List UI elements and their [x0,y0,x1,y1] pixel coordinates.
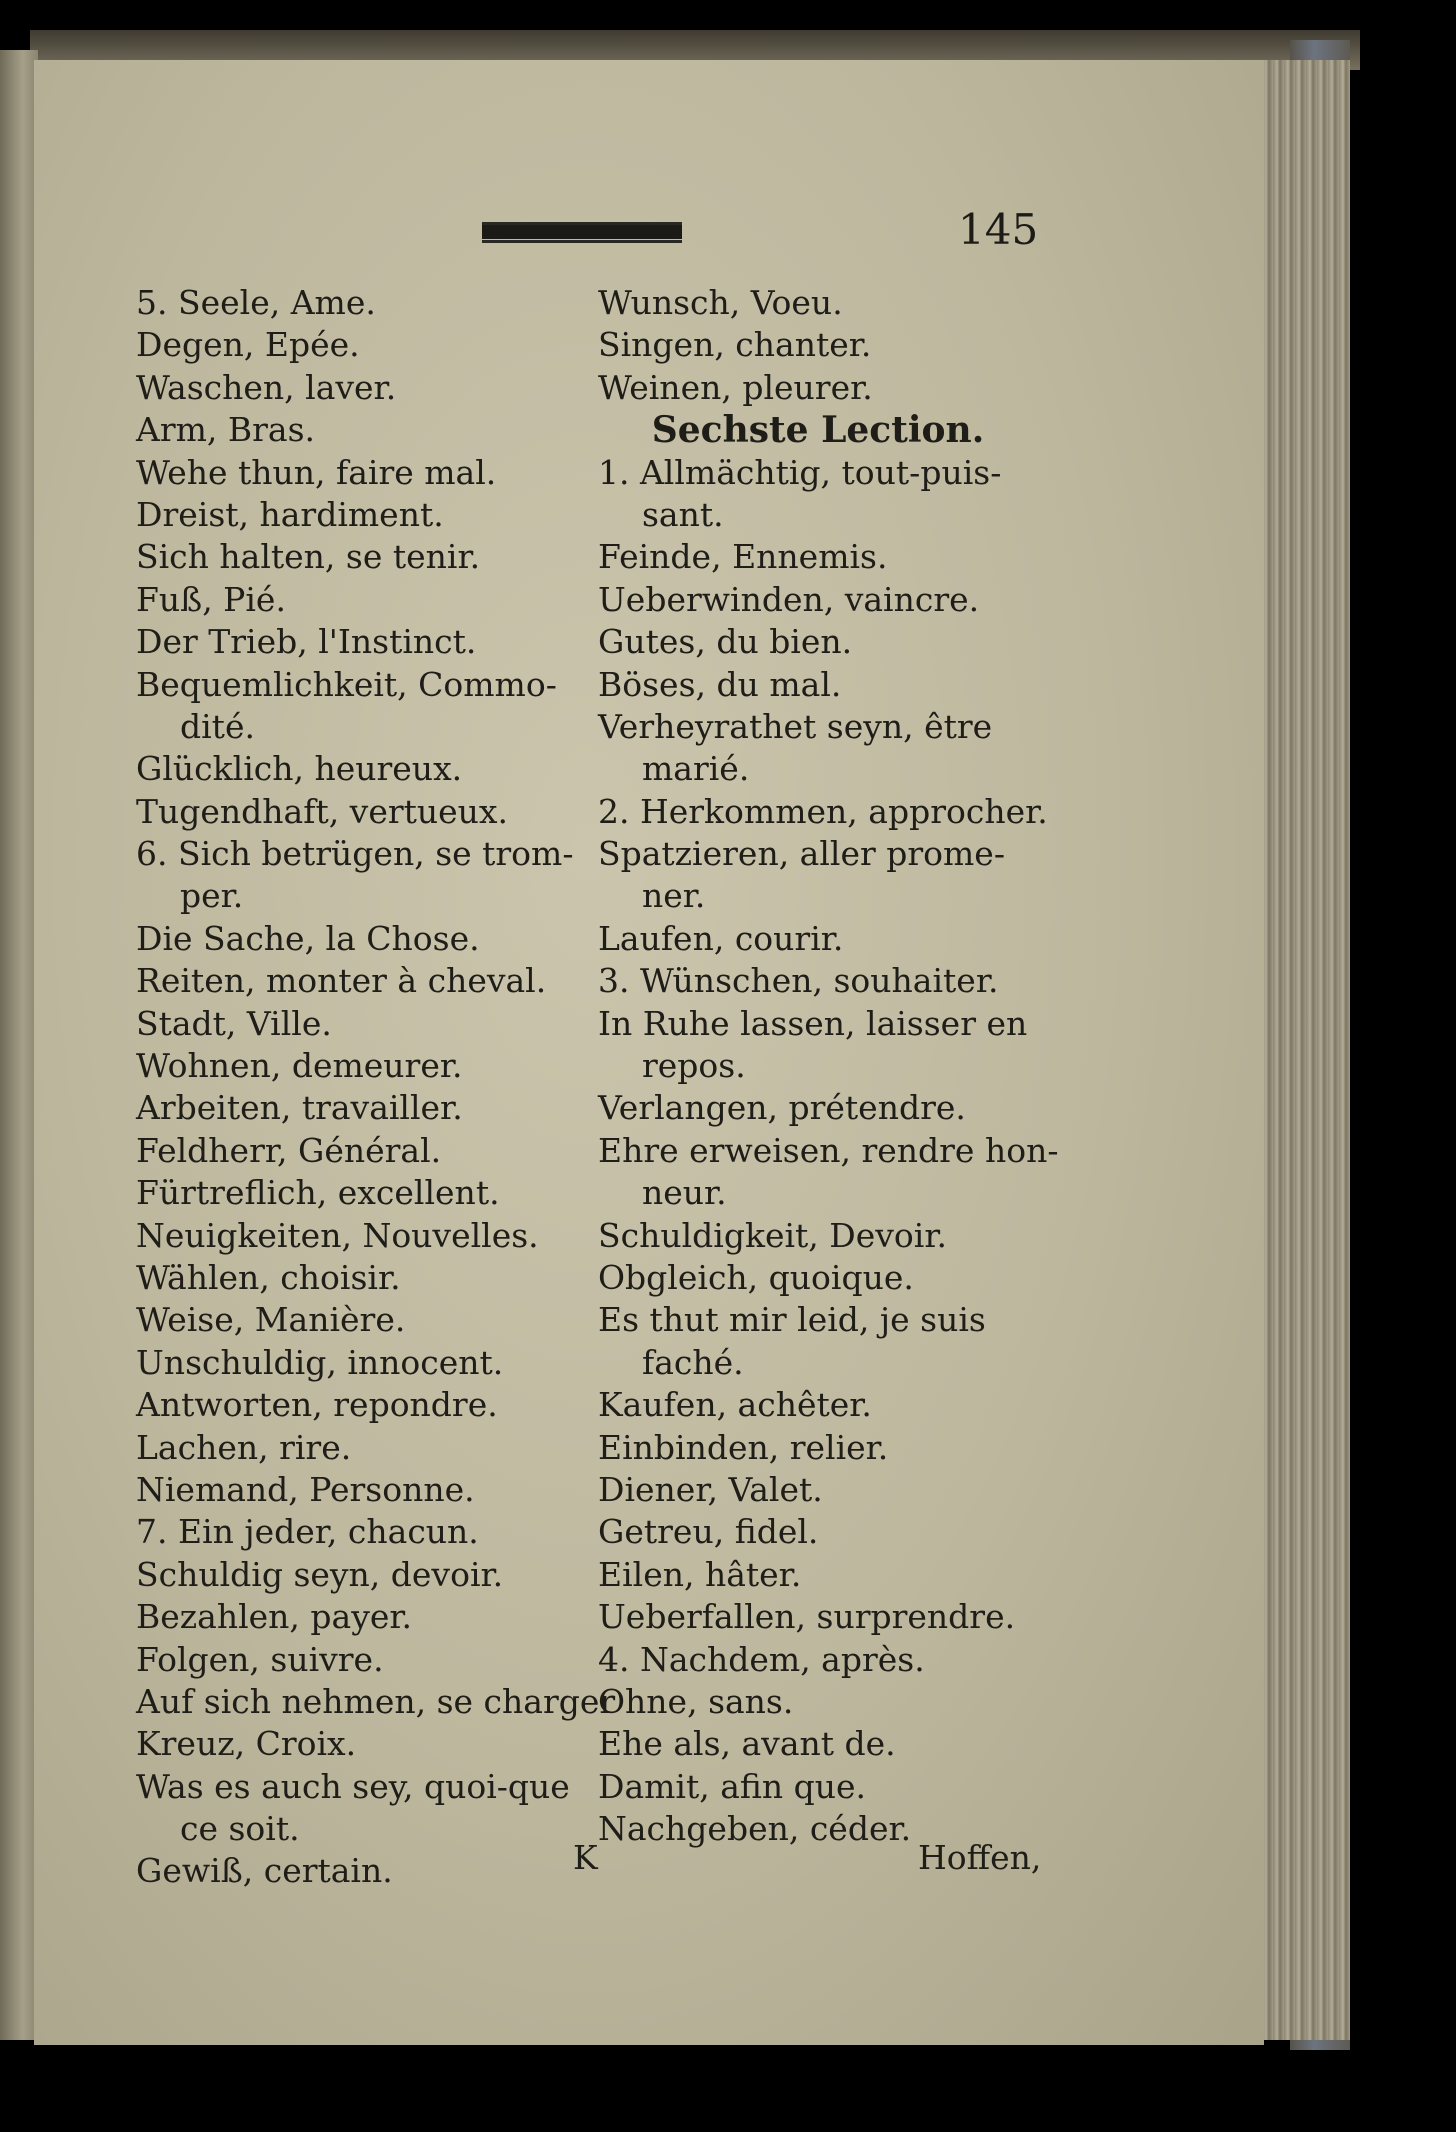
vocab-entry-continuation: faché. [642,1342,744,1382]
vocab-entry: Bequemlichkeit, Commo- [136,664,557,704]
vocab-entry: Arbeiten, travailler. [136,1088,463,1128]
header-ornament-rule [482,222,682,239]
previous-page-edge [0,50,38,2040]
vocab-entry: Nachgeben, céder. [598,1809,912,1849]
vocab-entry: Unschuldig, innocent. [136,1342,504,1382]
vocab-entry: Auf sich nehmen, se charger [136,1681,616,1721]
vocab-entry: Kreuz, Croix. [136,1724,357,1764]
vocab-entry: Dreist, hardiment. [136,494,444,534]
header-thin-rule [482,240,682,243]
vocab-entry: Schuldig seyn, devoir. [136,1554,504,1594]
vocab-entry: Eilen, hâter. [598,1554,802,1594]
vocab-entry: Wohnen, demeurer. [136,1046,463,1086]
vocab-entry: Fuß, Pié. [136,579,286,619]
vocab-entry: Stadt, Ville. [136,1003,332,1043]
vocab-entry: 2. Herkommen, approcher. [598,791,1048,831]
vocab-entry: Die Sache, la Chose. [136,918,480,958]
vocab-entry: Feldherr, Général. [136,1130,442,1170]
vocab-entry: Reiten, monter à cheval. [136,961,547,1001]
vocab-entry: Einbinden, relier. [598,1427,889,1467]
vocab-entry: Schuldigkeit, Devoir. [598,1215,947,1255]
vocab-entry: Verlangen, prétendre. [598,1088,966,1128]
vocab-entry: 5. Seele, Ame. [136,283,376,322]
vocab-entry: In Ruhe lassen, laisser en [598,1003,1028,1043]
vocab-entry: Was es auch sey, quoi-que [136,1766,570,1806]
vocab-entry: Glücklich, heureux. [136,749,463,789]
vocab-entry: Niemand, Personne. [136,1469,475,1509]
vocab-entry-continuation: per. [180,876,244,916]
vocab-entry-continuation: sant. [642,494,724,534]
vocab-entry: Gutes, du bien. [598,622,853,662]
vocab-entry: Singen, chanter. [598,325,872,365]
vocab-entry: 6. Sich betrügen, se trom- [136,834,574,874]
vocab-entry: Damit, afin que. [598,1766,867,1806]
vocab-entry-continuation: ner. [642,876,706,916]
vocab-entry: Waschen, laver. [136,367,397,407]
vocab-entry-continuation: marié. [642,749,750,789]
vocab-entry: Es thut mir leid, je suis [598,1300,986,1340]
vocab-entry: Kaufen, achêter. [598,1385,872,1425]
vocab-entry: 1. Allmächtig, tout-puis- [598,452,1002,492]
left-column [136,282,616,1893]
vocab-entry: Arm, Bras. [136,410,316,450]
vocab-entry: Lachen, rire. [136,1427,352,1467]
vocab-entry: Tugendhaft, vertueux. [136,791,509,831]
vocab-entry: Ehre erweisen, rendre hon- [598,1130,1059,1170]
vocab-entry: Neuigkeiten, Nouvelles. [136,1215,539,1255]
vocab-entry: Ueberwinden, vaincre. [598,579,980,619]
signature-mark: K [573,1838,598,1877]
vocab-entry: Spatzieren, aller prome- [598,834,1005,874]
vocab-entry: Böses, du mal. [598,664,842,704]
vocab-entry-continuation: dité. [180,706,255,746]
vocab-entry: Bezahlen, payer. [136,1597,413,1637]
right-column [598,282,1059,1850]
vocab-entry: Gewiß, certain. [136,1851,393,1891]
page-number: 145 [958,205,1039,254]
vocab-entry: Laufen, courir. [598,918,844,958]
vocab-entry: 7. Ein jeder, chacun. [136,1512,479,1552]
vocab-entry: Wunsch, Voeu. [598,283,843,322]
vocab-entry: Verheyrathet seyn, être [598,706,993,746]
vocab-entry: Ohne, sans. [598,1681,794,1721]
vocab-entry: Ehe als, avant de. [598,1724,896,1764]
vocab-entry: Antworten, repondre. [136,1385,498,1425]
vocab-entry-continuation: neur. [642,1173,727,1213]
vocab-entry: Ueberfallen, surprendre. [598,1597,1016,1637]
vocab-entry: Folgen, suivre. [136,1639,384,1679]
vocab-entry: Feinde, Ennemis. [598,537,888,577]
vocab-entry: Obgleich, quoique. [598,1257,914,1297]
vocab-entry-continuation: repos. [642,1046,746,1086]
vocab-entry: Fürtreflich, excellent. [136,1173,500,1213]
vocab-entry: Degen, Epée. [136,325,360,365]
vocab-entry: Diener, Valet. [598,1469,823,1509]
vocab-entry: Wählen, choisir. [136,1257,401,1297]
vocab-entry: Der Trieb, l'Instinct. [136,622,477,662]
vocab-entry: Weinen, pleurer. [598,367,873,407]
vocab-entry: Getreu, fidel. [598,1512,819,1552]
vocab-entry: Wehe thun, faire mal. [136,452,497,492]
section-heading: Sechste Lection. [651,409,985,452]
vocab-entry: Sich halten, se tenir. [136,537,481,577]
vocab-entry: 3. Wünschen, souhaiter. [598,961,999,1001]
vocab-entry: Weise, Manière. [136,1300,406,1340]
vocab-entry-continuation: ce soit. [180,1809,300,1849]
vocab-entry: 4. Nachdem, après. [598,1639,925,1679]
catchword: Hoffen, [918,1838,1042,1877]
